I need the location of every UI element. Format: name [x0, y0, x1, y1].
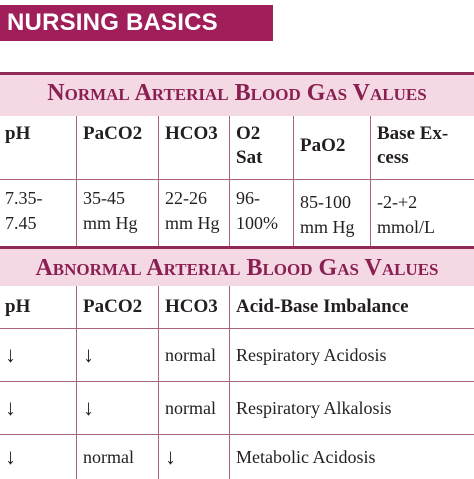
imbalance-name: Metabolic Acidosis	[229, 435, 474, 479]
hco3-value: normal	[158, 329, 229, 381]
paco2-value: normal	[76, 435, 158, 479]
header-pao2: PaO2	[293, 116, 370, 179]
header-base-excess: Base Ex- cess	[370, 116, 474, 179]
paco2-down-arrow: ↓	[76, 329, 158, 381]
value-hco3: 22-26 mm Hg	[158, 180, 229, 246]
ph-down-arrow: ↓	[5, 342, 16, 367]
value-ph: 7.35- 7.45	[5, 188, 43, 233]
abnormal-header-row	[0, 286, 474, 328]
header-ph: pH	[5, 123, 31, 144]
table-row	[0, 329, 474, 381]
normal-header-row	[0, 116, 474, 179]
paco2-down-arrow: ↓	[76, 382, 158, 434]
header-ph: pH	[5, 296, 31, 317]
header-o2-sat: O2 Sat	[229, 116, 293, 179]
value-paco2: 35-45 mm Hg	[76, 180, 158, 246]
header-paco2: PaCO2	[76, 286, 158, 328]
abnormal-abg-section-title: Abnormal Arterial Blood Gas Values	[0, 246, 474, 286]
hco3-value: normal	[158, 382, 229, 434]
table-row	[0, 382, 474, 434]
header-paco2: PaCO2	[76, 116, 158, 179]
normal-values-row	[0, 180, 474, 246]
abg-values-table	[0, 72, 474, 476]
table-row	[0, 435, 474, 479]
imbalance-name: Respiratory Alkalosis	[229, 382, 474, 434]
nursing-basics-banner: NURSING BASICS	[0, 5, 273, 41]
header-hco3: HCO3	[158, 116, 229, 179]
header-acid-base-imbalance: Acid-Base Imbalance	[229, 286, 474, 328]
value-pao2: 85-100 mm Hg	[293, 180, 370, 246]
ph-down-arrow: ↓	[5, 444, 16, 469]
header-hco3: HCO3	[158, 286, 229, 328]
value-o2-sat: 96- 100%	[229, 180, 293, 246]
value-base-excess: -2-+2 mmol/L	[370, 180, 474, 246]
hco3-down-arrow: ↓	[158, 435, 229, 479]
imbalance-name: Respiratory Acidosis	[229, 329, 474, 381]
ph-down-arrow: ↓	[5, 395, 16, 420]
normal-abg-section-title: Normal Arterial Blood Gas Values	[0, 75, 474, 116]
